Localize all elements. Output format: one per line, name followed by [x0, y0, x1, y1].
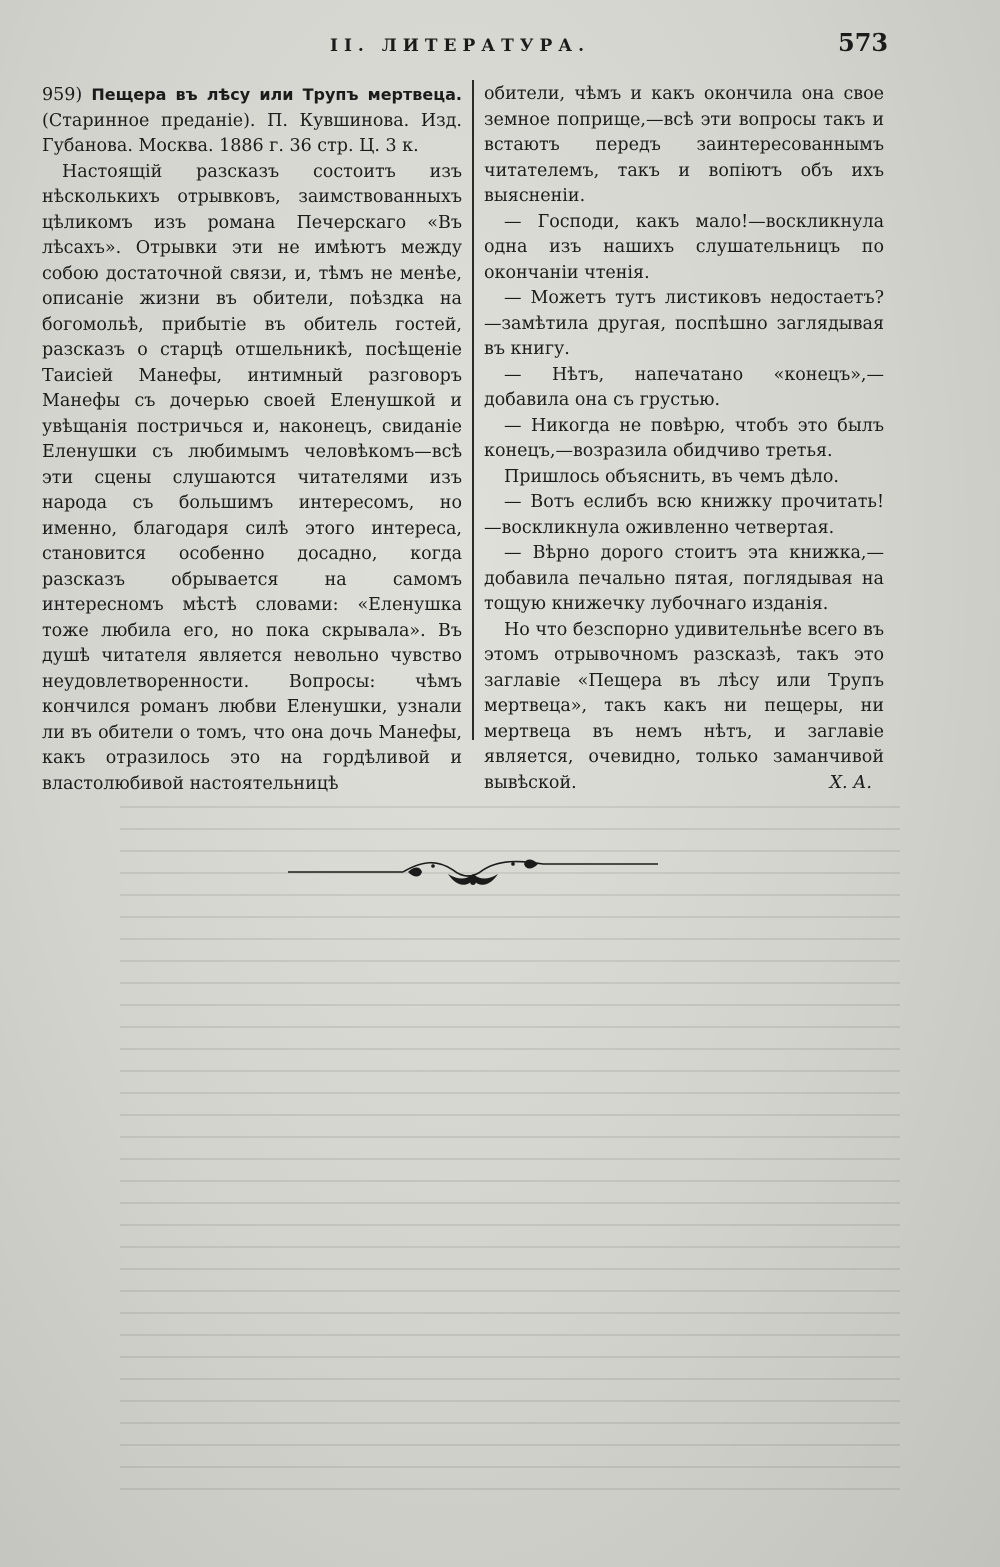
page-number: 573 — [838, 28, 889, 57]
author-signature: Х. А. — [829, 772, 872, 793]
paragraph-final — [484, 618, 884, 797]
paragraph: — Вѣрно дорого стоитъ эта книжка,—добавила печально пятая, поглядывая на тощую книжечку лубочнаго изданія. — [484, 543, 884, 614]
paragraph: — Вотъ еслибъ всю книжку прочитать!—воскликнула оживленно четвертая. — [484, 492, 884, 538]
column-divider — [472, 80, 474, 740]
entry-number: 959) — [42, 85, 83, 105]
running-head — [0, 28, 1000, 68]
paragraph: — Нѣтъ, напечатано «конецъ»,—добавила она съ грустью. — [484, 364, 884, 410]
entry-title: Пещера въ лѣсу или Трупъ мертвеца. — [91, 85, 462, 104]
paragraph: Пришлось объяснить, въ чемъ дѣло. — [504, 466, 839, 487]
left-column — [42, 82, 462, 797]
paragraph: обители, чѣмъ и какъ окончила она свое земное поприще,—всѣ эти вопросы такъ и встаютъ передъ заинтересованнымъ читателемъ, такъ и вопіютъ объ ихъ выясненіи. — [484, 84, 884, 206]
entry-heading — [42, 82, 462, 160]
paragraph-text: Но что безспорно удивительнѣе всего въ этомъ отрывочномъ разсказѣ, такъ это заглавіе «Пещера въ лѣсу или Трупъ мертвеца», такъ какъ ни пещеры, ни мертвеца въ немъ нѣтъ, и заглавіе является, очевидно, только заманчивой вывѣской. — [484, 619, 884, 793]
section-title: II. ЛИТЕРАТУРА. — [330, 36, 591, 56]
right-column — [484, 82, 884, 796]
show-through-texture — [120, 790, 900, 1490]
entry-meta: (Старинное преданіе). П. Кувшинова. Изд. Губанова. Москва. 1886 г. 36 стр. Ц. 3 к. — [42, 110, 462, 156]
paragraph: — Никогда не повѣрю, чтобъ это былъ конецъ,—возразила обидчиво третья. — [484, 415, 884, 461]
paragraph: — Можетъ тутъ листиковъ недостаетъ?—замѣтила другая, поспѣшно заглядывая въ книгу. — [484, 288, 884, 359]
fleuron-icon — [288, 852, 658, 892]
paragraph: Настоящій разсказъ состоитъ изъ нѣсколькихъ отрывковъ, заимствованныхъ цѣликомъ изъ романа Печерскаго «Въ лѣсахъ». Отрывки эти не имѣютъ между собою достаточной связи, и, тѣмъ не менѣе, описаніе жизни въ обители, поѣздка на богомольѣ, прибытіе въ обитель гостей, разсказъ о старцѣ отшельникѣ, посѣщеніе Таисіей Манефы, интимный разговоръ Манефы съ дочерью своей Еленушкой и увѣщанія постричься и, наконецъ, свиданіе Еленушки съ любимымъ человѣкомъ—всѣ эти сцены слушаются читателями изъ народа съ большимъ интересомъ, но именно, благодаря силѣ этого интереса, становится особенно досадно, когда разсказъ обрывается на самомъ интересномъ мѣстѣ словами: «Еленушка тоже любила его, но пока скрывала». Въ душѣ читателя является невольно чувство неудовлетворенности. Вопросы: чѣмъ кончился романъ любви Еленушки, узнали ли въ обители о томъ, что она дочь Манефы, какъ отразилось это на гордѣливой и властолюбивой настоятельницѣ — [42, 161, 462, 794]
paragraph: — Господи, какъ мало!—воскликнула одна изъ нашихъ слушательницъ по окончаніи чтенія. — [484, 211, 884, 283]
